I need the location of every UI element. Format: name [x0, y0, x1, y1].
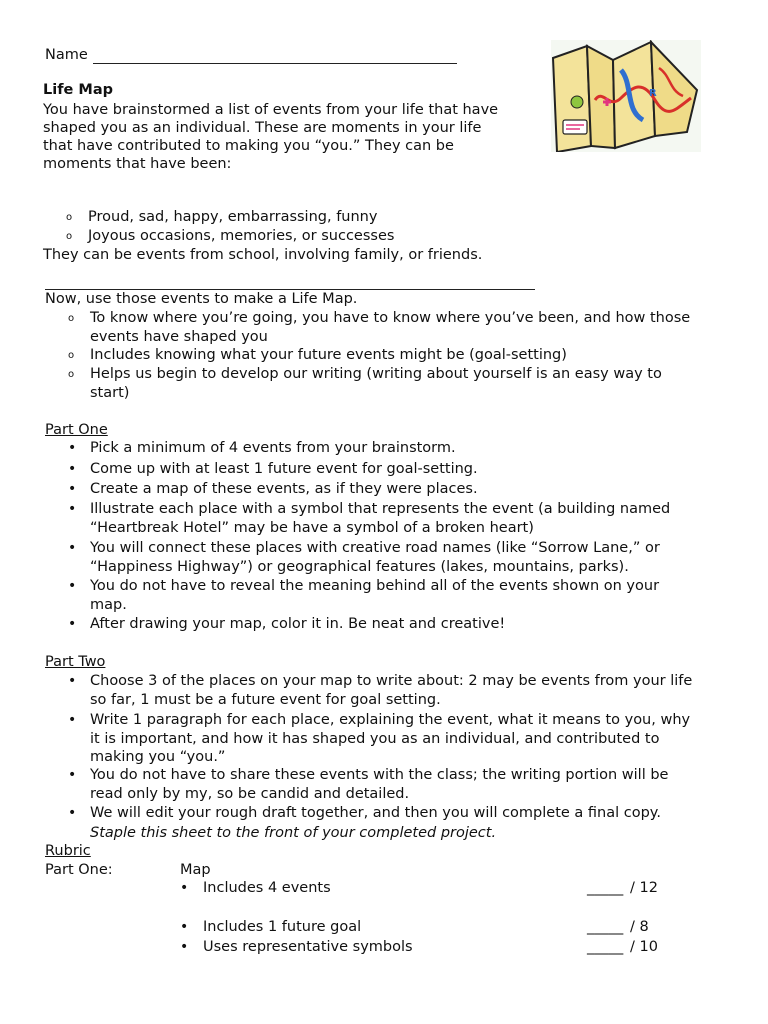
- bullet-icon: •: [68, 673, 77, 689]
- events-from-text: They can be events from school, involving family, or friends.: [43, 247, 483, 263]
- bullet-icon: •: [68, 440, 77, 456]
- svg-text:R: R: [649, 88, 657, 99]
- list-item: Write 1 paragraph for each place, explaining the event, what it means to you, why: [90, 712, 691, 728]
- list-item: Pick a minimum of 4 events from your brainstorm.: [90, 440, 456, 456]
- rubric-section-label: Map: [180, 862, 211, 878]
- list-item: To know where you’re going, you have to know where you’ve been, and how those: [90, 310, 691, 326]
- intro-line: shaped you as an individual. These are moments in your life: [43, 120, 482, 136]
- bullet-icon: •: [180, 880, 189, 896]
- bullet-icon: •: [68, 481, 77, 497]
- rubric-heading: Rubric: [45, 843, 91, 859]
- list-item: We will edit your rough draft together, and then you will complete a final copy.: [90, 805, 661, 821]
- score-blank[interactable]: _____: [587, 939, 624, 955]
- bullet-icon: •: [68, 461, 77, 477]
- staple-note: Staple this sheet to the front of your completed project.: [90, 825, 497, 841]
- bullet-icon: •: [68, 501, 77, 517]
- hollow-bullet-icon: o: [68, 350, 75, 361]
- intro-line: You have brainstormed a list of events from your life that have: [43, 102, 499, 118]
- score-blank[interactable]: _____: [587, 880, 624, 896]
- rubric-points: / 8: [630, 919, 649, 935]
- list-item: Includes knowing what your future events might be (goal-setting): [90, 347, 567, 363]
- hollow-bullet-icon: o: [66, 212, 73, 223]
- bullet-icon: •: [68, 540, 77, 556]
- list-item: Proud, sad, happy, embarrassing, funny: [88, 209, 378, 225]
- list-item-continued: map.: [90, 597, 127, 613]
- list-item: You do not have to reveal the meaning behind all of the events shown on your: [90, 578, 660, 594]
- list-item-continued: read only by my, so be candid and detailed.: [90, 786, 410, 802]
- list-item: You will connect these places with creative road names (like “Sorrow Lane,” or: [90, 540, 660, 556]
- list-item: Helps us begin to develop our writing (writing about yourself is an easy way to: [90, 366, 662, 382]
- list-item: Come up with at least 1 future event for goal-setting.: [90, 461, 478, 477]
- bullet-icon: •: [68, 767, 77, 783]
- list-item-continued: events have shaped you: [90, 329, 268, 345]
- list-item-continued: making you “you.”: [90, 749, 226, 765]
- bullet-icon: •: [180, 919, 189, 935]
- list-item-continued: start): [90, 385, 130, 401]
- rubric-row-label: Includes 4 events: [203, 880, 331, 896]
- bullet-icon: •: [68, 712, 77, 728]
- list-item: Create a map of these events, as if they were places.: [90, 481, 478, 497]
- bullet-icon: •: [68, 578, 77, 594]
- now-use-text: Now, use those events to make a Life Map.: [45, 291, 358, 307]
- rubric-points: / 12: [630, 880, 658, 896]
- list-item-continued: so far, 1 must be a future event for goal setting.: [90, 692, 441, 708]
- rubric-points: / 10: [630, 939, 658, 955]
- bullet-icon: •: [68, 616, 77, 632]
- bullet-icon: •: [68, 805, 77, 821]
- list-item-continued: “Heartbreak Hotel” may be have a symbol of a broken heart): [90, 520, 534, 536]
- list-item: You do not have to share these events with the class; the writing portion will be: [90, 767, 669, 783]
- part-two-heading: Part Two: [45, 654, 106, 670]
- name-label: Name: [45, 47, 88, 63]
- rubric-row-label: Uses representative symbols: [203, 939, 413, 955]
- hollow-bullet-icon: o: [68, 369, 75, 380]
- rubric-part-label: Part One:: [45, 862, 113, 878]
- page-title: Life Map: [43, 82, 113, 98]
- hollow-bullet-icon: o: [68, 313, 75, 324]
- list-item: Choose 3 of the places on your map to write about: 2 may be events from your life: [90, 673, 693, 689]
- list-item: After drawing your map, color it in. Be neat and creative!: [90, 616, 506, 632]
- hollow-bullet-icon: o: [66, 231, 73, 242]
- list-item: Joyous occasions, memories, or successes: [88, 228, 395, 244]
- bullet-icon: •: [180, 939, 189, 955]
- rubric-row-label: Includes 1 future goal: [203, 919, 362, 935]
- intro-line: moments that have been:: [43, 156, 232, 172]
- score-blank[interactable]: _____: [587, 919, 624, 935]
- name-field-line[interactable]: [93, 63, 457, 64]
- part-one-heading: Part One: [45, 422, 108, 438]
- list-item-continued: it is important, and how it has shaped you as an individual, and contributed to: [90, 731, 660, 747]
- list-item: Illustrate each place with a symbol that represents the event (a building named: [90, 501, 671, 517]
- list-item-continued: “Happiness Highway”) or geographical features (lakes, mountains, parks).: [90, 559, 629, 575]
- intro-line: that have contributed to making you “you.” They can be: [43, 138, 454, 154]
- folded-map-icon: [551, 40, 701, 152]
